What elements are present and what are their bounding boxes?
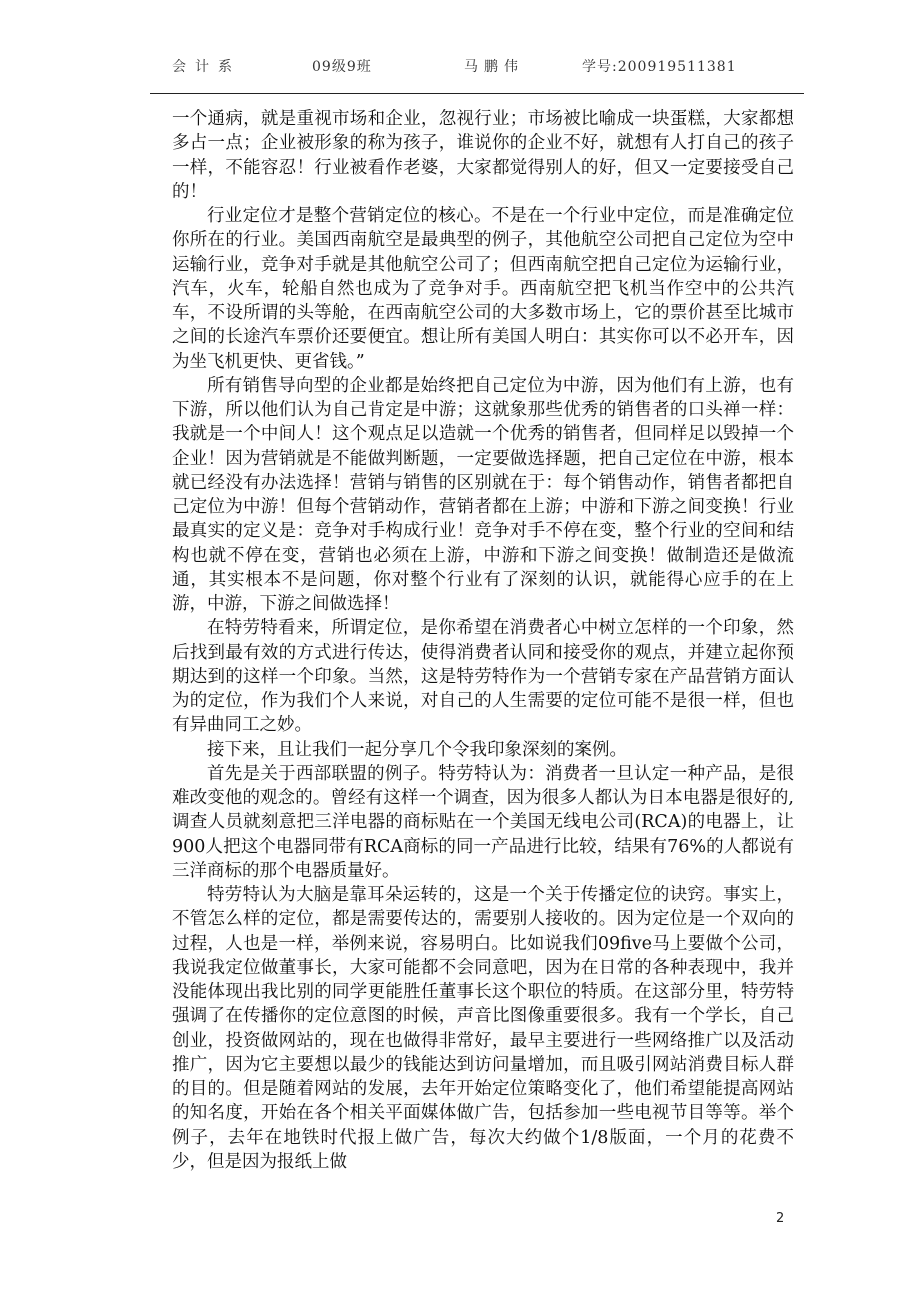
- paragraph-ear-driven-brain: 特劳特认为大脑是靠耳朵运转的，这是一个关于传播定位的诀窍。事实上，不管怎么样的定位，都是需要传达的，需要别人接收的。因为定位是一个双向的过程，人也是一样，举例来说，容易明白。比如说我们09five马上要做个公司，我说我定位做董事长，大家可能都不会同意吧，因为在日常的各种表现中，我并没能体现出我比别的同学更能胜任董事长这个职位的特质。在这部分里，特劳特强调了在传播你的定位意图的时候，声音比图像重要很多。我有一个学长，自己创业，投资做网站的，现在也做得非常好，最早主要进行一些网络推广以及活动推广，因为它主要想以最少的钱能达到访问量增加，而且吸引网站消费目标人群的目的。但是随着网站的发展，去年开始定位策略变化了，他们希望能提高网站的知名度，开始在各个相关平面媒体做广告，包括参加一些电视节目等等。举个例子，去年在地铁时代报上做广告，每次大约做个1/8版面，一个月的花费不少，但是因为报纸上做: [172, 885, 794, 1172]
- header-department: 会计系: [172, 59, 241, 75]
- page-number: 2: [776, 1211, 785, 1226]
- paragraph-trout-definition: 在特劳特看来，所谓定位，是你希望在消费者心中树立怎样的一个印象，然后找到最有效的方式进行传达，使得消费者认同和接受你的观点，并建立起你预期达到的这样一个印象。当然，这是特劳特作为一个营销专家在产品营销方面认为的定位，作为我们个人来说，对自己的人生需要的定位可能不是很一样，但也有异曲同工之妙。: [172, 618, 794, 736]
- header-divider: [150, 93, 804, 94]
- paragraph-continuation: 一个通病，就是重视市场和企业，忽视行业；市场被比喻成一块蛋糕，大家都想多占一点；企业被形象的称为孩子，谁说你的企业不好，就想有人打自己的孩子一样，不能容忍！行业被看作老婆，大家都觉得别人的好，但又一定要接受自己的！: [172, 109, 794, 202]
- paragraph-industry-positioning: 行业定位才是整个营销定位的核心。不是在一个行业中定位，而是准确定位你所在的行业。美国西南航空是最典型的例子，其他航空公司把自己定位为空中运输行业，竞争对手就是其他航空公司了；但西南航空把自己定位为运输行业，汽车，火车，轮船自然也成为了竞争对手。西南航空把飞机当作空中的公共汽车，不设所谓的头等舱，在西南航空公司的大多数市场上，它的票价甚至比城市之间的长途汽车票价还要便宜。想让所有美国人明白：其实你可以不必开车，因为坐飞机更快、更省钱。”: [172, 206, 794, 372]
- header-student-id: 学号:200919511381: [582, 59, 737, 75]
- header-name: 马鹏伟: [464, 59, 524, 75]
- document-body: [172, 107, 794, 1174]
- page-header: [172, 56, 792, 80]
- paragraph-western-alliance: 首先是关于西部联盟的例子。特劳特认为：消费者一旦认定一种产品，是很难改变他的观念的。曾经有这样一个调查，因为很多人都认为日本电器是很好的,调查人员就刻意把三洋电器的商标贴在一个美国无线电公司(RCA)的电器上，让900人把这个电器同带有RCA商标的同一产品进行比较，结果有76%的人都说有三洋商标的那个电器质量好。: [172, 763, 794, 881]
- paragraph-sales-oriented: 所有销售导向型的企业都是始终把自己定位为中游，因为他们有上游，也有下游，所以他们认为自己肯定是中游；这就象那些优秀的销售者的口头禅一样：我就是一个中间人！这个观点足以造就一个优秀的销售者，但同样足以毁掉一个企业！因为营销就是不能做判断题，一定要做选择题，把自己定位在中游，根本就已经没有办法选择！营销与销售的区别就在于：每个销售动作，销售者都把自己定位为中游！但每个营销动作，营销者都在上游；中游和下游之间变换！行业最真实的定义是：竞争对手构成行业！竞争对手不停在变，整个行业的空间和结构也就不停在变，营销也必须在上游，中游和下游之间变换！做制造还是做流通，其实根本不是问题，你对整个行业有了深刻的认识，就能得心应手的在上游，中游，下游之间做选择！: [172, 375, 794, 614]
- paragraph-cases-intro: 接下来，且让我们一起分享几个令我印象深刻的案例。: [207, 739, 627, 760]
- header-class: 09级9班: [312, 59, 372, 75]
